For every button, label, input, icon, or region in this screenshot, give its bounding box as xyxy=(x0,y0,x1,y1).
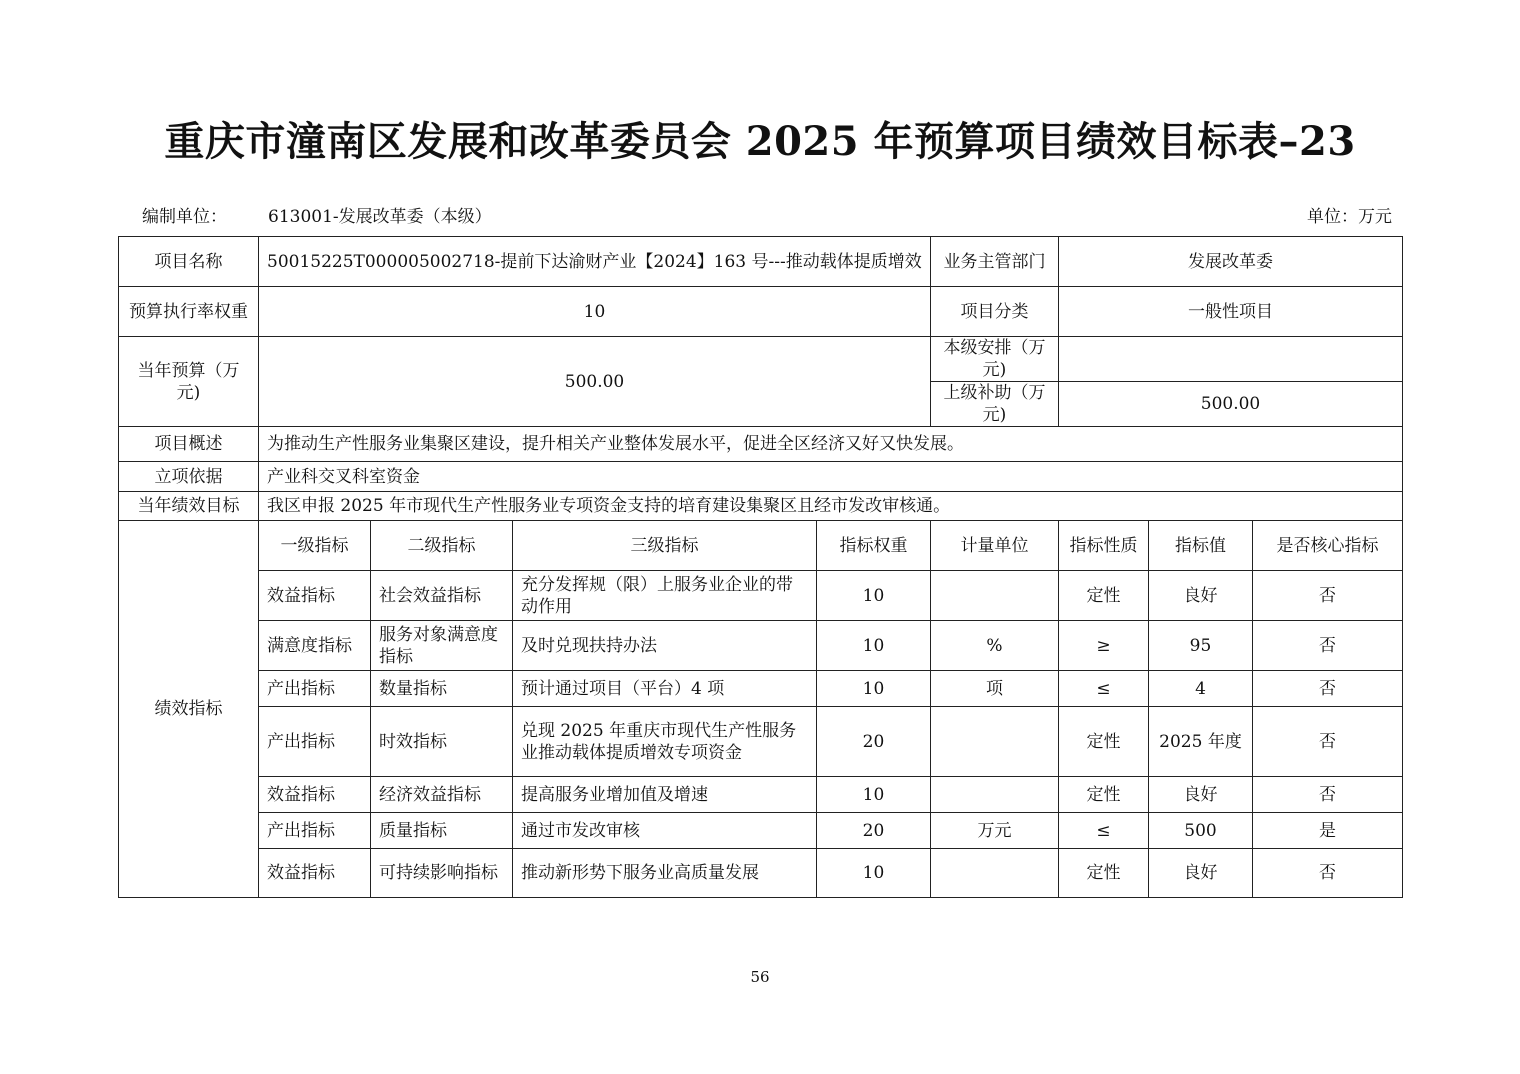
table-row xyxy=(119,571,1403,621)
indicator-l2: 数量指标 xyxy=(371,671,513,707)
indicator-nature: 定性 xyxy=(1059,849,1149,898)
row-weight xyxy=(119,287,1403,337)
indicator-unit xyxy=(931,571,1059,621)
indicator-unit xyxy=(931,777,1059,813)
category-label: 项目分类 xyxy=(931,287,1059,337)
indicator-l2: 可持续影响指标 xyxy=(371,849,513,898)
indicator-core: 否 xyxy=(1253,849,1403,898)
indicator-l1: 产出指标 xyxy=(259,671,371,707)
indicator-l1: 效益指标 xyxy=(259,777,371,813)
indicator-l1: 满意度指标 xyxy=(259,621,371,671)
overview-label: 项目概述 xyxy=(119,427,259,462)
indicator-nature: 定性 xyxy=(1059,571,1149,621)
indicator-l3: 兑现 2025 年重庆市现代生产性服务业推动载体提质增效专项资金 xyxy=(513,707,817,777)
indicator-unit xyxy=(931,849,1059,898)
row-basis xyxy=(119,462,1403,492)
project-name-label: 项目名称 xyxy=(119,237,259,287)
indicator-unit: 万元 xyxy=(931,813,1059,849)
indicator-weight: 10 xyxy=(817,671,931,707)
indicator-l3: 通过市发改审核 xyxy=(513,813,817,849)
indicator-core: 是 xyxy=(1253,813,1403,849)
indicator-l3: 推动新形势下服务业高质量发展 xyxy=(513,849,817,898)
indicator-value: 良好 xyxy=(1149,849,1253,898)
header-l1: 一级指标 xyxy=(259,521,371,571)
indicator-l2: 社会效益指标 xyxy=(371,571,513,621)
budget-label: 当年预算（万元) xyxy=(119,337,259,427)
page-number: 56 xyxy=(750,968,770,986)
basis-label: 立项依据 xyxy=(119,462,259,492)
indicator-l2: 质量指标 xyxy=(371,813,513,849)
indicator-l1: 产出指标 xyxy=(259,707,371,777)
budget-value: 500.00 xyxy=(259,337,931,427)
performance-table xyxy=(118,236,1403,898)
page-title: 重庆市潼南区发展和改革委员会 2025 年预算项目绩效目标表–23 xyxy=(164,118,1356,165)
row-budget xyxy=(119,337,1403,382)
indicator-unit xyxy=(931,707,1059,777)
org-value: 613001-发展改革委（本级） xyxy=(268,207,492,227)
indicator-value: 2025 年度 xyxy=(1149,707,1253,777)
local-value xyxy=(1059,337,1403,382)
indicator-l3: 充分发挥规（限）上服务业企业的带动作用 xyxy=(513,571,817,621)
indicator-core: 否 xyxy=(1253,671,1403,707)
header-unit: 计量单位 xyxy=(931,521,1059,571)
indicator-nature: 定性 xyxy=(1059,707,1149,777)
indicator-core: 否 xyxy=(1253,571,1403,621)
table-row xyxy=(119,813,1403,849)
row-goal xyxy=(119,492,1403,521)
indicator-core: 否 xyxy=(1253,621,1403,671)
header-l2: 二级指标 xyxy=(371,521,513,571)
unit-label: 单位：万元 xyxy=(1307,207,1392,227)
indicator-value: 95 xyxy=(1149,621,1253,671)
table-row xyxy=(119,777,1403,813)
basis-value: 产业科交叉科室资金 xyxy=(259,462,1403,492)
indicator-l2: 时效指标 xyxy=(371,707,513,777)
table-row xyxy=(119,707,1403,777)
indicator-weight: 10 xyxy=(817,849,931,898)
indicator-nature: 定性 xyxy=(1059,777,1149,813)
dept-label: 业务主管部门 xyxy=(931,237,1059,287)
indicator-value: 良好 xyxy=(1149,571,1253,621)
indicator-value: 4 xyxy=(1149,671,1253,707)
indicator-l1: 效益指标 xyxy=(259,849,371,898)
indicators-label: 绩效指标 xyxy=(119,521,259,898)
table-row xyxy=(119,621,1403,671)
indicator-value: 500 xyxy=(1149,813,1253,849)
header-weight: 指标权重 xyxy=(817,521,931,571)
weight-value: 10 xyxy=(259,287,931,337)
indicator-weight: 10 xyxy=(817,777,931,813)
header-l3: 三级指标 xyxy=(513,521,817,571)
category-value: 一般性项目 xyxy=(1059,287,1403,337)
indicator-weight: 20 xyxy=(817,813,931,849)
header-core: 是否核心指标 xyxy=(1253,521,1403,571)
project-name-value: 50015225T000005002718-提前下达渝财产业【2024】163 号---推动载体提质增效 xyxy=(259,237,931,287)
indicator-core: 否 xyxy=(1253,707,1403,777)
indicator-value: 良好 xyxy=(1149,777,1253,813)
goal-label: 当年绩效目标 xyxy=(119,492,259,521)
dept-value: 发展改革委 xyxy=(1059,237,1403,287)
indicator-header-row xyxy=(119,521,1403,571)
local-label: 本级安排（万元) xyxy=(931,337,1059,382)
indicator-nature: ≥ xyxy=(1059,621,1149,671)
subsidy-label: 上级补助（万元) xyxy=(931,382,1059,427)
indicator-weight: 10 xyxy=(817,621,931,671)
indicator-nature: ≤ xyxy=(1059,813,1149,849)
indicator-l1: 效益指标 xyxy=(259,571,371,621)
goal-value: 我区申报 2025 年市现代生产性服务业专项资金支持的培育建设集聚区且经市发改审核通。 xyxy=(259,492,1403,521)
indicator-l3: 及时兑现扶持办法 xyxy=(513,621,817,671)
overview-value: 为推动生产性服务业集聚区建设，提升相关产业整体发展水平，促进全区经济又好又快发展。 xyxy=(259,427,1403,462)
indicator-weight: 20 xyxy=(817,707,931,777)
table-row xyxy=(119,849,1403,898)
row-project-name xyxy=(119,237,1403,287)
indicator-l2: 服务对象满意度指标 xyxy=(371,621,513,671)
table-row xyxy=(119,671,1403,707)
header-nature: 指标性质 xyxy=(1059,521,1149,571)
indicator-unit: 项 xyxy=(931,671,1059,707)
indicator-unit: % xyxy=(931,621,1059,671)
indicator-l2: 经济效益指标 xyxy=(371,777,513,813)
indicator-core: 否 xyxy=(1253,777,1403,813)
org-label: 编制单位： xyxy=(142,207,227,227)
subsidy-value: 500.00 xyxy=(1059,382,1403,427)
weight-label: 预算执行率权重 xyxy=(119,287,259,337)
header-value: 指标值 xyxy=(1149,521,1253,571)
indicator-l3: 提高服务业增加值及增速 xyxy=(513,777,817,813)
row-overview xyxy=(119,427,1403,462)
indicator-weight: 10 xyxy=(817,571,931,621)
indicator-nature: ≤ xyxy=(1059,671,1149,707)
indicator-l1: 产出指标 xyxy=(259,813,371,849)
indicator-l3: 预计通过项目（平台）4 项 xyxy=(513,671,817,707)
